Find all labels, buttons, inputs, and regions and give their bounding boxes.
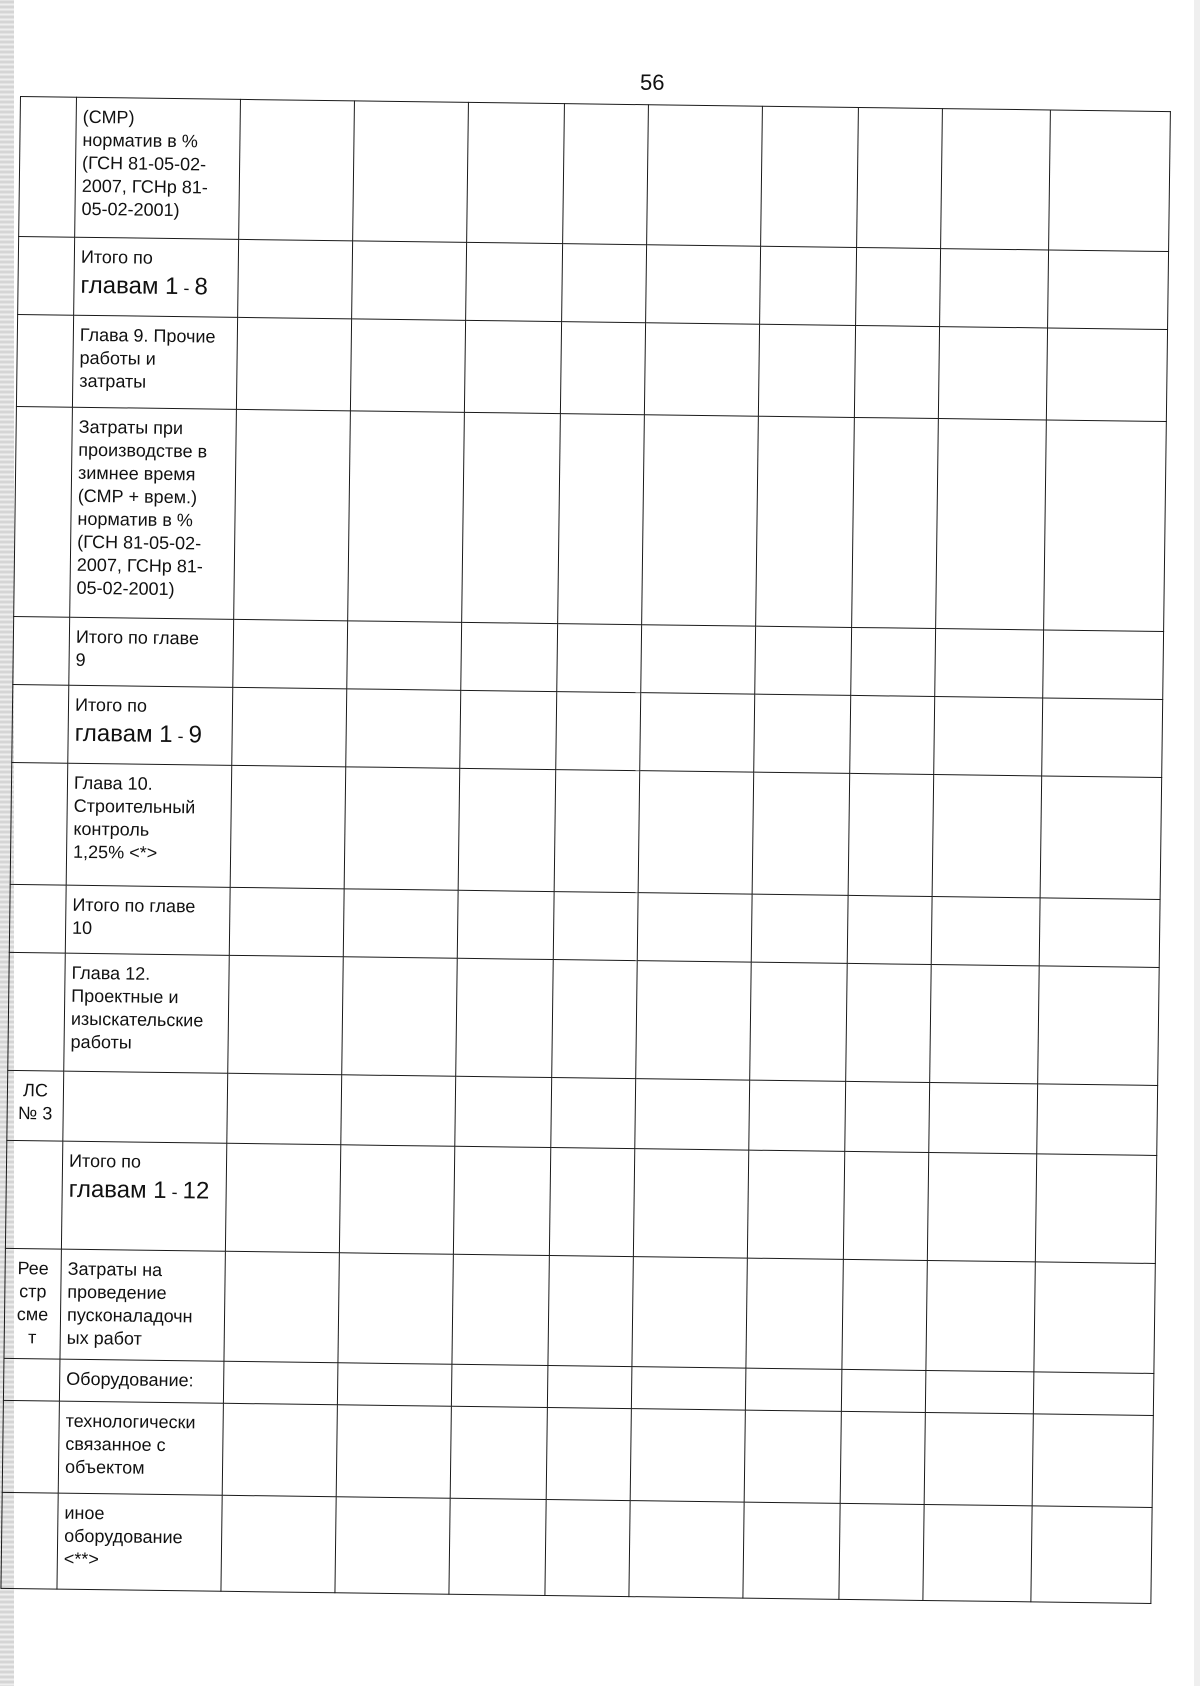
empty-value-cell (924, 1412, 1033, 1505)
table-row (2, 1400, 1153, 1507)
empty-value-cell (221, 1495, 336, 1592)
empty-value-cell (758, 324, 855, 417)
row-code-cell (1, 1492, 58, 1589)
empty-value-cell (452, 1254, 549, 1365)
row-code-cell (9, 884, 66, 953)
empty-value-cell (930, 965, 1040, 1084)
empty-value-cell (642, 415, 759, 626)
empty-value-cell (641, 625, 756, 694)
empty-value-cell (1031, 1506, 1152, 1604)
empty-value-cell (631, 1367, 746, 1410)
empty-value-cell (1037, 1084, 1158, 1156)
chapter-range-part: - (178, 278, 195, 299)
empty-value-cell (841, 1369, 926, 1412)
row-description-cell (70, 407, 237, 619)
description-line (70, 1080, 221, 1082)
empty-value-cell (352, 241, 467, 320)
row-code-cell (10, 762, 68, 885)
row-description-cell (64, 953, 230, 1073)
empty-value-cell (637, 893, 752, 962)
chapter-range-part: 12 (182, 1177, 210, 1205)
description-line: норматив в % (77, 508, 193, 531)
description-line: пусконаладочн (66, 1304, 193, 1327)
description-line: Итого по (74, 694, 148, 716)
row-code-cell (5, 1140, 62, 1249)
description-line: иное (64, 1502, 105, 1524)
row-code-cell (16, 314, 73, 407)
empty-value-cell (644, 323, 759, 416)
empty-value-cell (553, 892, 638, 961)
empty-value-cell (341, 1075, 456, 1146)
empty-value-cell (846, 963, 932, 1082)
description-line: Затраты на (67, 1258, 163, 1280)
empty-value-cell (635, 1079, 750, 1150)
description-line: работы и (79, 347, 156, 369)
row-description-cell (63, 1071, 228, 1143)
empty-value-cell (238, 239, 353, 318)
empty-value-cell (850, 695, 935, 774)
description-line: 1,25% <*> (72, 841, 158, 863)
description-line: проведение (67, 1281, 167, 1304)
empty-value-cell (547, 1366, 632, 1409)
row-code-cell (8, 952, 66, 1071)
empty-value-cell (234, 409, 351, 620)
empty-value-cell (746, 1258, 843, 1369)
empty-value-cell (1040, 776, 1162, 900)
empty-value-cell (843, 1151, 928, 1260)
description-line: производстве в (78, 439, 208, 462)
empty-value-cell (934, 697, 1043, 776)
description-line: ых работ (66, 1327, 143, 1349)
empty-value-cell (338, 1253, 453, 1364)
empty-value-cell (743, 1502, 840, 1599)
empty-value-cell (353, 101, 469, 242)
row-description-cell (60, 1249, 225, 1361)
table-row (14, 406, 1167, 631)
description-line: оборудование (64, 1525, 183, 1548)
empty-value-cell (233, 619, 348, 688)
empty-value-cell (236, 317, 351, 410)
row-description-cell (68, 685, 233, 765)
empty-value-cell (552, 960, 638, 1079)
empty-value-cell (546, 1408, 631, 1501)
row-description-cell (75, 97, 241, 239)
description-line: Итого по (68, 1150, 142, 1172)
description-line: Глава 10. (73, 772, 153, 794)
row-description-cell (65, 885, 230, 955)
description-line: Итого по (80, 246, 153, 268)
empty-value-cell (856, 247, 941, 326)
description-line: технологически (65, 1410, 196, 1433)
empty-value-cell (467, 102, 565, 243)
row-code-cell (2, 1400, 59, 1493)
description-line: 05-02-2001) (76, 577, 175, 600)
empty-value-cell (840, 1411, 925, 1504)
description-line: работы (70, 1031, 132, 1053)
row-description-cell (61, 1141, 226, 1251)
empty-value-cell (638, 771, 754, 894)
chapter-range-label (74, 719, 225, 752)
description-line: изыскательские (70, 1008, 204, 1031)
empty-value-cell (343, 889, 458, 958)
chapter-range-part: 8 (194, 273, 208, 301)
table-row (10, 762, 1161, 899)
row-code-cell (14, 406, 73, 617)
empty-value-cell (755, 626, 852, 695)
chapter-range-label (80, 271, 231, 304)
empty-value-cell (633, 1149, 748, 1258)
row-description-cell (59, 1359, 224, 1403)
description-line: (СМР + врем.) (77, 485, 198, 508)
empty-value-cell (750, 962, 848, 1081)
empty-value-cell (646, 245, 761, 324)
empty-value-cell (344, 767, 460, 890)
page-number: 56 (640, 70, 665, 95)
empty-value-cell (453, 1146, 550, 1255)
empty-value-cell (228, 955, 344, 1074)
row-description-cell (66, 763, 232, 887)
chapter-range-part: 9 (188, 721, 203, 749)
row-code-cell (12, 684, 69, 763)
empty-value-cell (1033, 1372, 1154, 1416)
empty-value-cell (558, 414, 645, 625)
empty-value-cell (457, 890, 554, 959)
row-code-cell (7, 1070, 64, 1141)
empty-value-cell (747, 1150, 844, 1259)
empty-value-cell (346, 689, 461, 768)
empty-value-cell (925, 1370, 1034, 1413)
empty-value-cell (342, 957, 458, 1076)
empty-value-cell (239, 99, 355, 240)
empty-value-cell (852, 417, 939, 628)
description-line: <**> (63, 1548, 100, 1570)
row-code-line: Рее (17, 1258, 49, 1279)
row-code-cell (4, 1248, 61, 1359)
row-code-cell (18, 236, 75, 315)
empty-value-cell (1044, 420, 1167, 632)
empty-value-cell (456, 958, 554, 1077)
empty-value-cell (1038, 966, 1160, 1086)
description-line: 2007, ГСНр 81- (76, 554, 204, 577)
description-line: Затраты при (78, 416, 184, 439)
empty-value-cell (232, 687, 347, 766)
empty-value-cell (1046, 328, 1167, 422)
empty-value-cell (640, 693, 755, 772)
empty-value-cell (941, 109, 1051, 250)
empty-value-cell (451, 1364, 548, 1407)
empty-value-cell (929, 1082, 1038, 1153)
description-line: 9 (75, 649, 86, 670)
empty-value-cell (848, 773, 934, 896)
chapter-range-part: - (172, 726, 189, 747)
empty-value-cell (927, 1152, 1036, 1261)
empty-value-cell (760, 246, 857, 325)
chapter-range-part: - (166, 1182, 183, 1203)
description-line: (ГСН 81-05-02- (81, 152, 207, 175)
estimate-table (0, 96, 1170, 1604)
empty-value-cell (461, 622, 558, 691)
empty-value-cell (557, 624, 642, 693)
row-code-line: т (27, 1327, 37, 1348)
description-line: Строительный (73, 795, 196, 818)
row-description-cell (69, 617, 234, 687)
empty-value-cell (229, 887, 344, 956)
empty-value-cell (752, 772, 850, 895)
empty-value-cell (449, 1498, 546, 1595)
row-code-line: № 3 (17, 1103, 53, 1124)
row-code-cell (3, 1358, 60, 1401)
table-body (1, 97, 1170, 1604)
empty-value-cell (632, 1257, 747, 1368)
empty-value-cell (636, 961, 752, 1080)
scan-edge-right (1194, 0, 1200, 1686)
description-line: Глава 9. Прочие (79, 324, 216, 347)
empty-value-cell (562, 244, 647, 323)
empty-value-cell (754, 694, 851, 773)
empty-value-cell (462, 412, 561, 623)
table-row (12, 684, 1163, 777)
empty-value-cell (548, 1256, 633, 1367)
empty-value-cell (854, 325, 939, 418)
empty-value-cell (551, 1078, 636, 1149)
description-line: Оборудование: (66, 1368, 194, 1391)
description-line: связанное с (65, 1433, 166, 1456)
empty-value-cell (336, 1405, 451, 1498)
empty-value-cell (629, 1501, 744, 1598)
description-line: Итого по главе (75, 626, 200, 649)
empty-value-cell (347, 621, 462, 690)
description-line: Итого по главе (72, 894, 196, 917)
empty-value-cell (450, 1406, 547, 1499)
empty-value-cell (227, 1073, 342, 1144)
chapter-range-part: главам 1 (68, 1175, 167, 1205)
empty-value-cell (222, 1403, 337, 1496)
empty-value-cell (851, 627, 936, 696)
empty-value-cell (549, 1148, 634, 1257)
table-row (8, 952, 1159, 1085)
table-row (5, 1140, 1156, 1263)
empty-value-cell (458, 768, 556, 891)
empty-value-cell (938, 327, 1047, 420)
empty-value-cell (464, 320, 561, 413)
table-row (4, 1248, 1155, 1373)
empty-value-cell (847, 895, 932, 964)
description-line: 10 (71, 917, 93, 939)
empty-value-cell (839, 1503, 924, 1600)
row-code-line: сме (16, 1304, 49, 1325)
empty-value-cell (923, 1504, 1032, 1601)
row-code-cell (19, 97, 77, 238)
description-line: 05-02-2001) (81, 198, 180, 221)
empty-value-cell (744, 1410, 841, 1503)
description-line: затраты (79, 370, 147, 392)
chapter-range-part: главам 1 (80, 271, 179, 301)
empty-value-cell (745, 1368, 842, 1411)
empty-value-cell (554, 770, 640, 893)
empty-value-cell (455, 1076, 552, 1147)
empty-value-cell (630, 1409, 745, 1502)
description-line: Проектные и (71, 985, 179, 1008)
empty-value-cell (749, 1080, 846, 1151)
row-description-cell (57, 1493, 222, 1591)
chapter-range-label (68, 1175, 219, 1208)
empty-value-cell (466, 242, 563, 321)
empty-value-cell (1043, 630, 1164, 700)
row-description-cell (72, 315, 237, 409)
empty-value-cell (845, 1081, 930, 1152)
empty-value-cell (1042, 698, 1163, 778)
empty-value-cell (1032, 1414, 1153, 1508)
empty-value-cell (926, 1260, 1035, 1371)
empty-value-cell (936, 419, 1047, 630)
empty-value-cell (545, 1500, 630, 1597)
description-line: Глава 12. (71, 962, 151, 984)
empty-value-cell (335, 1497, 450, 1594)
empty-value-cell (348, 411, 465, 622)
row-code-cell (13, 616, 70, 685)
description-line: норматив в % (82, 129, 198, 152)
empty-value-cell (940, 249, 1049, 328)
description-line: контроль (73, 818, 150, 840)
table-row (1, 1492, 1152, 1603)
empty-value-cell (842, 1259, 927, 1370)
description-line: (СМР) (82, 106, 135, 128)
empty-value-cell (1035, 1154, 1156, 1264)
empty-value-cell (560, 322, 645, 415)
empty-value-cell (761, 106, 859, 247)
empty-value-cell (225, 1143, 340, 1252)
empty-value-cell (1049, 110, 1171, 252)
empty-value-cell (460, 690, 557, 769)
empty-value-cell (350, 319, 465, 412)
empty-value-cell (337, 1363, 452, 1406)
description-line: (ГСН 81-05-02- (77, 531, 202, 554)
empty-value-cell (857, 107, 943, 248)
empty-value-cell (556, 692, 641, 771)
empty-value-cell (756, 416, 855, 627)
table-row (19, 97, 1171, 252)
empty-value-cell (1048, 250, 1169, 330)
empty-value-cell (230, 765, 346, 888)
empty-value-cell (223, 1361, 338, 1404)
table-row (16, 314, 1167, 421)
description-line: объектом (64, 1456, 145, 1478)
empty-value-cell (563, 104, 649, 245)
description-line: 2007, ГСНр 81- (81, 175, 208, 198)
chapter-range-part: главам 1 (74, 719, 173, 749)
empty-value-cell (751, 894, 848, 963)
row-code-line: стр (19, 1281, 47, 1302)
empty-value-cell (935, 629, 1044, 698)
row-code-line: ЛС (22, 1080, 49, 1101)
empty-value-cell (931, 897, 1040, 966)
description-line: зимнее время (77, 462, 196, 485)
empty-value-cell (339, 1145, 454, 1254)
empty-value-cell (932, 775, 1042, 898)
row-description-cell (74, 237, 239, 317)
row-description-cell (58, 1401, 223, 1495)
table-row (18, 236, 1169, 329)
empty-value-cell (224, 1251, 339, 1362)
empty-value-cell (1039, 898, 1160, 968)
empty-value-cell (1034, 1262, 1155, 1374)
empty-value-cell (647, 105, 763, 246)
